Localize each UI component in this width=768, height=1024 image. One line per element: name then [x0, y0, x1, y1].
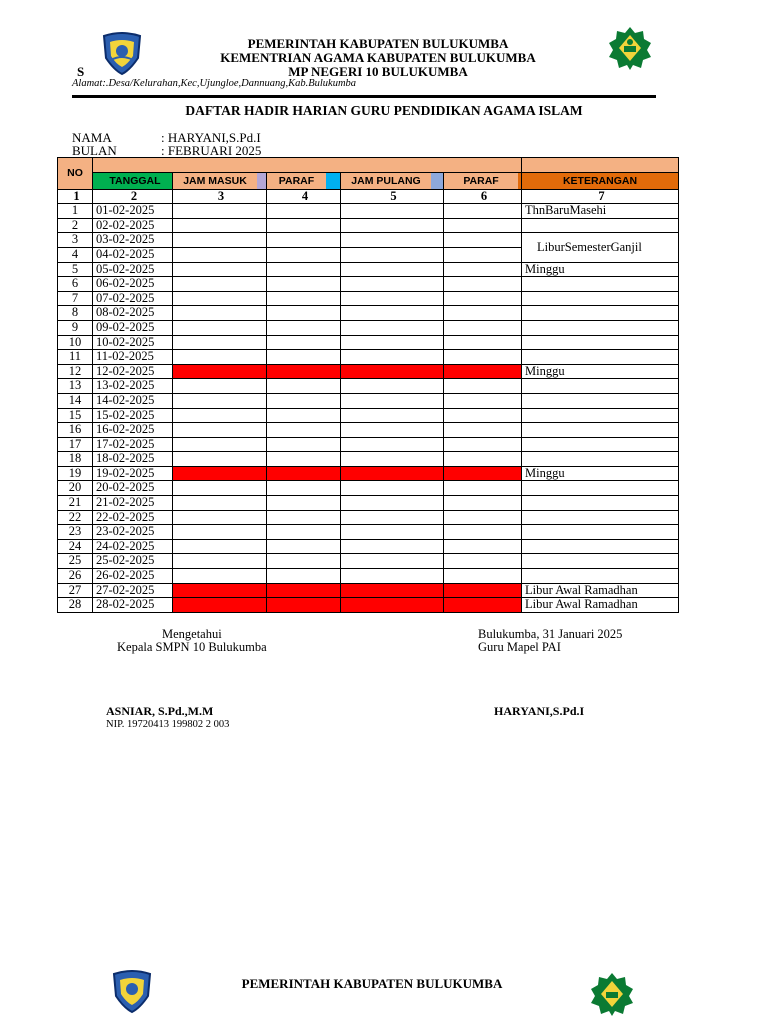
jam-pulang-cell: [341, 379, 444, 394]
kabupaten-bulukumba-emblem: [110, 970, 154, 1014]
table-row: [58, 452, 679, 467]
header-line-2: KEMENTRIAN AGAMA KABUPATEN BULUKUMBA: [220, 50, 536, 65]
row-note: [522, 554, 679, 569]
jam-pulang-cell: [341, 277, 444, 292]
paraf1-cell: [267, 525, 341, 540]
jam-masuk-cell: [173, 539, 267, 554]
paraf2-cell: [444, 423, 522, 438]
row-date: 18-02-2025: [93, 452, 173, 467]
col-number: 6: [444, 189, 522, 204]
table-row: [58, 277, 679, 292]
row-date: 25-02-2025: [93, 554, 173, 569]
jam-pulang-cell: [341, 291, 444, 306]
jam-pulang-cell: [341, 510, 444, 525]
row-no: 24: [58, 539, 93, 554]
col-number: 3: [173, 189, 267, 204]
row-no: 11: [58, 350, 93, 365]
col-number: 5: [341, 189, 444, 204]
paraf2-cell: [444, 393, 522, 408]
jam-masuk-cell: [173, 233, 267, 248]
table-row: [58, 569, 679, 584]
row-note: [522, 291, 679, 306]
jam-pulang-cell: [341, 525, 444, 540]
row-note: [522, 218, 679, 233]
table-row: [58, 335, 679, 350]
col-paraf2-header: [444, 172, 522, 189]
row-date: 02-02-2025: [93, 218, 173, 233]
header-line-3: MP NEGERI 10 BULUKUMBA: [288, 64, 468, 79]
jam-masuk-cell: [173, 452, 267, 467]
paraf1-cell: [267, 277, 341, 292]
paraf1-cell: [267, 496, 341, 511]
row-date: 23-02-2025: [93, 525, 173, 540]
kabupaten-bulukumba-emblem: [100, 32, 144, 76]
col-keterangan-header: [522, 172, 679, 189]
row-note: [522, 496, 679, 511]
paraf1-cell: [267, 569, 341, 584]
paraf2-cell: [444, 539, 522, 554]
row-note: Minggu: [522, 262, 679, 277]
row-note: [522, 277, 679, 292]
row-note: [522, 335, 679, 350]
jam-masuk-cell: [173, 598, 267, 613]
table-row: [58, 525, 679, 540]
paraf2-cell: [444, 466, 522, 481]
jam-pulang-cell: [341, 481, 444, 496]
jam-masuk-cell: [173, 291, 267, 306]
jam-masuk-cell: [173, 379, 267, 394]
row-note: [522, 481, 679, 496]
kementerian-agama-emblem: [590, 972, 634, 1016]
header-line-1: PEMERINTAH KABUPATEN BULUKUMBA: [247, 36, 509, 51]
paraf1-cell: [267, 291, 341, 306]
row-no: 8: [58, 306, 93, 321]
paraf1-cell: [267, 554, 341, 569]
col-no-header: NO: [58, 158, 93, 190]
sign-right-name: HARYANI,S.Pd.I: [494, 704, 585, 718]
jam-pulang-cell: [341, 393, 444, 408]
table-row: [58, 350, 679, 365]
paraf2-cell: [444, 437, 522, 452]
paraf2-cell: [444, 496, 522, 511]
jam-pulang-cell: [341, 583, 444, 598]
jam-pulang-cell: [341, 496, 444, 511]
table-row: [58, 262, 679, 277]
row-no: 14: [58, 393, 93, 408]
row-note: [522, 525, 679, 540]
row-date: 11-02-2025: [93, 350, 173, 365]
paraf1-cell: [267, 233, 341, 248]
row-no: 13: [58, 379, 93, 394]
row-date: 05-02-2025: [93, 262, 173, 277]
row-no: 5: [58, 262, 93, 277]
merged-note-cell: LiburSemesterGanjil: [522, 233, 679, 262]
col-jam-pulang-label: JAM PULANG: [351, 174, 421, 187]
kementerian-agama-emblem: [608, 26, 652, 70]
table-row: [58, 583, 679, 598]
jam-pulang-cell: [341, 247, 444, 262]
paraf1-cell: [267, 408, 341, 423]
jam-pulang-cell: [341, 262, 444, 277]
row-note: [522, 393, 679, 408]
paraf2-cell: [444, 598, 522, 613]
jam-masuk-cell: [173, 204, 267, 219]
row-note: Libur Awal Ramadhan: [522, 598, 679, 613]
paraf2-cell: [444, 481, 522, 496]
paraf2-cell: [444, 525, 522, 540]
paraf1-cell: [267, 306, 341, 321]
row-date: 26-02-2025: [93, 569, 173, 584]
row-no: 17: [58, 437, 93, 452]
table-row: [58, 393, 679, 408]
row-note: [522, 379, 679, 394]
jam-masuk-cell: [173, 277, 267, 292]
col-number: 2: [93, 189, 173, 204]
row-date: 16-02-2025: [93, 423, 173, 438]
jam-pulang-cell: [341, 204, 444, 219]
paraf1-cell: [267, 320, 341, 335]
col-jam-pulang-header: [341, 172, 444, 189]
paraf1-cell: [267, 583, 341, 598]
col-keterangan-label: KETERANGAN: [562, 174, 638, 187]
row-note: [522, 320, 679, 335]
row-note: Libur Awal Ramadhan: [522, 583, 679, 598]
row-no: 18: [58, 452, 93, 467]
row-date: 06-02-2025: [93, 277, 173, 292]
row-date: 28-02-2025: [93, 598, 173, 613]
jam-masuk-cell: [173, 350, 267, 365]
table-row: [58, 539, 679, 554]
paraf1-cell: [267, 539, 341, 554]
row-date: 27-02-2025: [93, 583, 173, 598]
row-note: [522, 437, 679, 452]
row-note: Minggu: [522, 364, 679, 379]
paraf2-cell: [444, 335, 522, 350]
table-row: [58, 496, 679, 511]
row-date: 24-02-2025: [93, 539, 173, 554]
jam-pulang-cell: [341, 423, 444, 438]
row-date: 20-02-2025: [93, 481, 173, 496]
jam-masuk-cell: [173, 262, 267, 277]
col-tanggal-header: [93, 172, 173, 189]
table-row: [58, 466, 679, 481]
next-page-header: PEMERINTAH KABUPATEN BULUKUMBA: [241, 976, 503, 991]
table-row: [58, 306, 679, 321]
row-date: 01-02-2025: [93, 204, 173, 219]
table-row: [58, 554, 679, 569]
paraf1-cell: [267, 481, 341, 496]
jam-pulang-cell: [341, 452, 444, 467]
row-date: 07-02-2025: [93, 291, 173, 306]
row-no: 12: [58, 364, 93, 379]
row-note: [522, 452, 679, 467]
row-no: 25: [58, 554, 93, 569]
col-jam-masuk-header: [173, 172, 267, 189]
jam-masuk-cell: [173, 466, 267, 481]
paraf1-cell: [267, 247, 341, 262]
paraf1-cell: [267, 466, 341, 481]
table-row: [58, 320, 679, 335]
row-date: 21-02-2025: [93, 496, 173, 511]
jam-pulang-cell: [341, 335, 444, 350]
paraf2-cell: [444, 510, 522, 525]
jam-masuk-cell: [173, 335, 267, 350]
row-date: 04-02-2025: [93, 247, 173, 262]
table-row: [58, 379, 679, 394]
row-date: 12-02-2025: [93, 364, 173, 379]
header-row-labels: [58, 172, 679, 189]
paraf2-cell: [444, 204, 522, 219]
col-number: 7: [522, 189, 679, 204]
row-note: ThnBaruMasehi: [522, 204, 679, 219]
row-no: 10: [58, 335, 93, 350]
jam-masuk-cell: [173, 364, 267, 379]
row-note: [522, 423, 679, 438]
row-no: 20: [58, 481, 93, 496]
paraf2-cell: [444, 320, 522, 335]
jam-pulang-cell: [341, 554, 444, 569]
bulan-label: BULAN: [72, 143, 117, 158]
table-row: [58, 437, 679, 452]
table-row: [58, 364, 679, 379]
table-row: [58, 218, 679, 233]
jam-masuk-cell: [173, 393, 267, 408]
row-no: 26: [58, 569, 93, 584]
paraf2-cell: [444, 306, 522, 321]
col-tanggal-label: TANGGAL: [98, 173, 172, 189]
row-no: 7: [58, 291, 93, 306]
jam-masuk-cell: [173, 510, 267, 525]
row-no: 6: [58, 277, 93, 292]
jam-pulang-cell: [341, 569, 444, 584]
row-date: 15-02-2025: [93, 408, 173, 423]
jam-pulang-cell: [341, 466, 444, 481]
paraf1-cell: [267, 598, 341, 613]
jam-masuk-cell: [173, 481, 267, 496]
paraf1-cell: [267, 350, 341, 365]
paraf1-cell: [267, 452, 341, 467]
sign-left-line2: Kepala SMPN 10 Bulukumba: [117, 640, 267, 654]
sign-left-nip: NIP. 19720413 199802 2 003: [106, 719, 230, 730]
row-date: 13-02-2025: [93, 379, 173, 394]
paraf2-cell: [444, 583, 522, 598]
header-row-top: [58, 158, 679, 173]
col-paraf1-label: PARAF: [278, 174, 315, 187]
paraf2-cell: [444, 218, 522, 233]
paraf2-cell: [444, 233, 522, 248]
row-date: 09-02-2025: [93, 320, 173, 335]
jam-masuk-cell: [173, 583, 267, 598]
row-no: 3: [58, 233, 93, 248]
row-note: [522, 510, 679, 525]
paraf2-cell: [444, 554, 522, 569]
jam-pulang-cell: [341, 408, 444, 423]
row-no: 21: [58, 496, 93, 511]
table-row: [58, 423, 679, 438]
paraf2-cell: [444, 569, 522, 584]
document-title: DAFTAR HADIR HARIAN GURU PENDIDIKAN AGAMA ISLAM: [185, 103, 583, 118]
jam-masuk-cell: [173, 306, 267, 321]
jam-pulang-cell: [341, 539, 444, 554]
paraf2-cell: [444, 277, 522, 292]
column-number-row: [58, 189, 679, 204]
row-note: [522, 408, 679, 423]
row-no: 19: [58, 466, 93, 481]
table-row: [58, 481, 679, 496]
paraf1-cell: [267, 364, 341, 379]
paraf1-cell: [267, 437, 341, 452]
row-date: 22-02-2025: [93, 510, 173, 525]
col-jam-masuk-label: JAM MASUK: [173, 173, 257, 189]
paraf2-cell: [444, 247, 522, 262]
row-no: 15: [58, 408, 93, 423]
row-no: 27: [58, 583, 93, 598]
col-number: 1: [58, 189, 93, 204]
jam-masuk-cell: [173, 554, 267, 569]
table-row: [58, 204, 679, 219]
col-paraf2-label: PARAF: [463, 174, 499, 187]
table-row: [58, 510, 679, 525]
jam-pulang-cell: [341, 233, 444, 248]
table-row: [58, 598, 679, 613]
jam-masuk-cell: [173, 496, 267, 511]
row-no: 2: [58, 218, 93, 233]
row-no: 16: [58, 423, 93, 438]
row-date: 17-02-2025: [93, 437, 173, 452]
row-date: 14-02-2025: [93, 393, 173, 408]
jam-masuk-cell: [173, 218, 267, 233]
paraf1-cell: [267, 218, 341, 233]
sign-right-line1: Bulukumba, 31 Januari 2025: [478, 627, 623, 641]
paraf2-cell: [444, 408, 522, 423]
jam-pulang-cell: [341, 364, 444, 379]
jam-pulang-cell: [341, 306, 444, 321]
bulan-value: : FEBRUARI 2025: [161, 143, 262, 158]
row-no: 1: [58, 204, 93, 219]
row-note: [522, 569, 679, 584]
row-no: 9: [58, 320, 93, 335]
table-row: [58, 408, 679, 423]
row-no: 4: [58, 247, 93, 262]
nama-label: NAMA: [72, 130, 112, 145]
paraf2-cell: [444, 350, 522, 365]
row-date: 19-02-2025: [93, 466, 173, 481]
header-address: Alamat:.Desa/Kelurahan,Kec,Ujungloe,Dannuang,Kab.Bulukumba: [72, 78, 357, 89]
paraf1-cell: [267, 204, 341, 219]
jam-masuk-cell: [173, 525, 267, 540]
jam-pulang-cell: [341, 598, 444, 613]
row-no: 22: [58, 510, 93, 525]
col-number: 4: [267, 189, 341, 204]
jam-pulang-cell: [341, 350, 444, 365]
paraf2-cell: [444, 291, 522, 306]
jam-masuk-cell: [173, 423, 267, 438]
paraf2-cell: [444, 364, 522, 379]
header-fill: [93, 158, 522, 173]
jam-masuk-cell: [173, 408, 267, 423]
col-paraf1-header: [267, 172, 341, 189]
paraf1-cell: [267, 510, 341, 525]
paraf1-cell: [267, 379, 341, 394]
header-divider: [72, 95, 656, 98]
header-line-3-prefix: S: [77, 64, 85, 79]
row-note: [522, 306, 679, 321]
jam-pulang-cell: [341, 320, 444, 335]
paraf1-cell: [267, 423, 341, 438]
row-note: Minggu: [522, 466, 679, 481]
jam-masuk-cell: [173, 247, 267, 262]
row-no: 23: [58, 525, 93, 540]
row-note: [522, 539, 679, 554]
row-no: 28: [58, 598, 93, 613]
row-date: 08-02-2025: [93, 306, 173, 321]
row-date: 10-02-2025: [93, 335, 173, 350]
paraf2-cell: [444, 379, 522, 394]
jam-pulang-cell: [341, 218, 444, 233]
table-row: [58, 291, 679, 306]
row-date: 03-02-2025: [93, 233, 173, 248]
sign-left-line1: Mengetahui: [162, 627, 222, 641]
jam-pulang-cell: [341, 437, 444, 452]
table-row: [58, 233, 679, 248]
jam-masuk-cell: [173, 437, 267, 452]
attendance-table: [57, 157, 679, 613]
paraf1-cell: [267, 335, 341, 350]
paraf1-cell: [267, 262, 341, 277]
nama-value: : HARYANI,S.Pd.I: [161, 130, 261, 145]
paraf2-cell: [444, 452, 522, 467]
row-note: [522, 350, 679, 365]
paraf1-cell: [267, 393, 341, 408]
jam-masuk-cell: [173, 569, 267, 584]
sign-right-line2: Guru Mapel PAI: [478, 640, 561, 654]
sign-left-name: ASNIAR, S.Pd.,M.M: [106, 704, 214, 718]
header-fill-right: [522, 158, 679, 173]
paraf2-cell: [444, 262, 522, 277]
jam-masuk-cell: [173, 320, 267, 335]
